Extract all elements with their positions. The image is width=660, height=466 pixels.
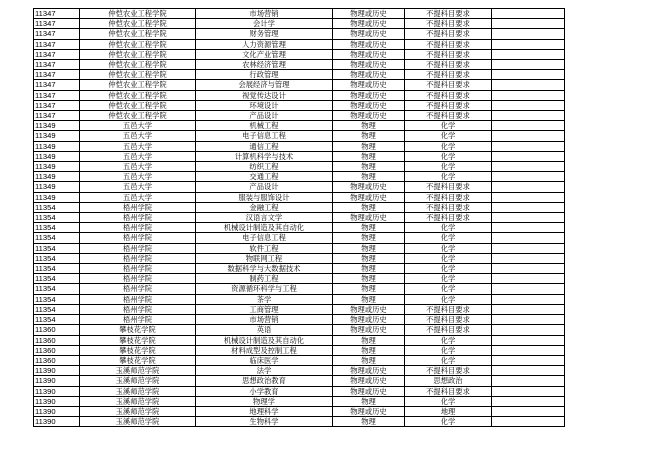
major-name-cell: 人力资源管理 xyxy=(196,39,333,49)
school-code-cell: 11390 xyxy=(34,396,80,406)
school-code-cell: 11349 xyxy=(34,182,80,192)
second-subject-cell: 化学 xyxy=(405,121,492,131)
first-subject-cell: 物理或历史 xyxy=(333,49,405,59)
school-code-cell: 11347 xyxy=(34,80,80,90)
school-code-cell: 11354 xyxy=(34,253,80,263)
table-row xyxy=(34,162,565,172)
first-subject-cell: 物理 xyxy=(333,253,405,263)
table-row xyxy=(34,315,565,325)
school-name-cell: 仲恺农业工程学院 xyxy=(80,70,196,80)
major-name-cell: 英语 xyxy=(196,325,333,335)
blank-cell xyxy=(492,406,565,416)
table-row xyxy=(34,253,565,263)
table-row xyxy=(34,406,565,416)
major-name-cell: 环境设计 xyxy=(196,100,333,110)
school-name-cell: 梧州学院 xyxy=(80,213,196,223)
blank-cell xyxy=(492,19,565,29)
table-row xyxy=(34,111,565,121)
second-subject-cell: 不提科目要求 xyxy=(405,70,492,80)
school-name-cell: 仲恺农业工程学院 xyxy=(80,100,196,110)
major-name-cell: 市场营销 xyxy=(196,315,333,325)
first-subject-cell: 物理 xyxy=(333,202,405,212)
blank-cell xyxy=(492,192,565,202)
major-name-cell: 小学教育 xyxy=(196,386,333,396)
major-name-cell: 物理学 xyxy=(196,396,333,406)
blank-cell xyxy=(492,355,565,365)
school-name-cell: 梧州学院 xyxy=(80,264,196,274)
blank-cell xyxy=(492,172,565,182)
table-row xyxy=(34,60,565,70)
second-subject-cell: 化学 xyxy=(405,417,492,427)
major-name-cell: 产品设计 xyxy=(196,111,333,121)
second-subject-cell: 不提科目要求 xyxy=(405,304,492,314)
blank-cell xyxy=(492,274,565,284)
school-code-cell: 11360 xyxy=(34,335,80,345)
table-row xyxy=(34,151,565,161)
school-code-cell: 11354 xyxy=(34,304,80,314)
major-name-cell: 电子信息工程 xyxy=(196,131,333,141)
major-name-cell: 资源循环科学与工程 xyxy=(196,284,333,294)
first-subject-cell: 物理 xyxy=(333,264,405,274)
school-name-cell: 仲恺农业工程学院 xyxy=(80,60,196,70)
blank-cell xyxy=(492,182,565,192)
blank-cell xyxy=(492,111,565,121)
first-subject-cell: 物理 xyxy=(333,417,405,427)
school-code-cell: 11354 xyxy=(34,274,80,284)
table-row xyxy=(34,90,565,100)
table-row xyxy=(34,182,565,192)
school-code-cell: 11360 xyxy=(34,355,80,365)
blank-cell xyxy=(492,304,565,314)
school-name-cell: 仲恺农业工程学院 xyxy=(80,80,196,90)
blank-cell xyxy=(492,39,565,49)
second-subject-cell: 不提科目要求 xyxy=(405,39,492,49)
table-row xyxy=(34,192,565,202)
major-name-cell: 农林经济管理 xyxy=(196,60,333,70)
school-code-cell: 11360 xyxy=(34,345,80,355)
school-name-cell: 玉溪师范学院 xyxy=(80,406,196,416)
major-name-cell: 机械工程 xyxy=(196,121,333,131)
blank-cell xyxy=(492,90,565,100)
table-row xyxy=(34,355,565,365)
first-subject-cell: 物理 xyxy=(333,162,405,172)
first-subject-cell: 物理或历史 xyxy=(333,213,405,223)
school-name-cell: 仲恺农业工程学院 xyxy=(80,39,196,49)
table-row xyxy=(34,335,565,345)
second-subject-cell: 化学 xyxy=(405,294,492,304)
school-name-cell: 攀枝花学院 xyxy=(80,355,196,365)
blank-cell xyxy=(492,345,565,355)
table-row xyxy=(34,243,565,253)
blank-cell xyxy=(492,315,565,325)
first-subject-cell: 物理或历史 xyxy=(333,19,405,29)
blank-cell xyxy=(492,49,565,59)
subject-requirements-table xyxy=(33,8,565,427)
second-subject-cell: 化学 xyxy=(405,172,492,182)
second-subject-cell: 不提科目要求 xyxy=(405,60,492,70)
blank-cell xyxy=(492,366,565,376)
school-name-cell: 仲恺农业工程学院 xyxy=(80,19,196,29)
table-row xyxy=(34,100,565,110)
school-code-cell: 11354 xyxy=(34,243,80,253)
table-body xyxy=(34,9,565,427)
table-row xyxy=(34,345,565,355)
first-subject-cell: 物理 xyxy=(333,141,405,151)
major-name-cell: 茶学 xyxy=(196,294,333,304)
table-row xyxy=(34,386,565,396)
school-code-cell: 11360 xyxy=(34,325,80,335)
table-row xyxy=(34,80,565,90)
second-subject-cell: 化学 xyxy=(405,243,492,253)
school-code-cell: 11347 xyxy=(34,19,80,29)
table-row xyxy=(34,264,565,274)
table-row xyxy=(34,131,565,141)
school-code-cell: 11347 xyxy=(34,39,80,49)
table-row xyxy=(34,223,565,233)
table-row xyxy=(34,304,565,314)
blank-cell xyxy=(492,376,565,386)
table-row xyxy=(34,284,565,294)
first-subject-cell: 物理或历史 xyxy=(333,80,405,90)
major-name-cell: 金融工程 xyxy=(196,202,333,212)
table-row xyxy=(34,172,565,182)
table-row xyxy=(34,202,565,212)
blank-cell xyxy=(492,141,565,151)
school-name-cell: 梧州学院 xyxy=(80,274,196,284)
second-subject-cell: 不提科目要求 xyxy=(405,325,492,335)
table-row xyxy=(34,376,565,386)
school-name-cell: 梧州学院 xyxy=(80,294,196,304)
table-row xyxy=(34,121,565,131)
first-subject-cell: 物理或历史 xyxy=(333,90,405,100)
school-code-cell: 11354 xyxy=(34,213,80,223)
major-name-cell: 视觉传达设计 xyxy=(196,90,333,100)
second-subject-cell: 化学 xyxy=(405,274,492,284)
second-subject-cell: 化学 xyxy=(405,223,492,233)
blank-cell xyxy=(492,80,565,90)
first-subject-cell: 物理或历史 xyxy=(333,192,405,202)
school-name-cell: 五邑大学 xyxy=(80,141,196,151)
blank-cell xyxy=(492,294,565,304)
blank-cell xyxy=(492,417,565,427)
school-name-cell: 梧州学院 xyxy=(80,202,196,212)
major-name-cell: 通信工程 xyxy=(196,141,333,151)
school-code-cell: 11349 xyxy=(34,121,80,131)
blank-cell xyxy=(492,233,565,243)
first-subject-cell: 物理或历史 xyxy=(333,39,405,49)
school-code-cell: 11349 xyxy=(34,162,80,172)
table-row xyxy=(34,274,565,284)
second-subject-cell: 化学 xyxy=(405,396,492,406)
second-subject-cell: 化学 xyxy=(405,141,492,151)
school-code-cell: 11347 xyxy=(34,60,80,70)
first-subject-cell: 物理 xyxy=(333,233,405,243)
school-code-cell: 11347 xyxy=(34,9,80,19)
second-subject-cell: 不提科目要求 xyxy=(405,29,492,39)
school-name-cell: 攀枝花学院 xyxy=(80,335,196,345)
first-subject-cell: 物理 xyxy=(333,151,405,161)
major-name-cell: 纺织工程 xyxy=(196,162,333,172)
school-name-cell: 五邑大学 xyxy=(80,162,196,172)
first-subject-cell: 物理或历史 xyxy=(333,406,405,416)
table-row xyxy=(34,70,565,80)
second-subject-cell: 化学 xyxy=(405,284,492,294)
blank-cell xyxy=(492,284,565,294)
major-name-cell: 计算机科学与技术 xyxy=(196,151,333,161)
first-subject-cell: 物理 xyxy=(333,131,405,141)
school-name-cell: 梧州学院 xyxy=(80,223,196,233)
first-subject-cell: 物理或历史 xyxy=(333,366,405,376)
first-subject-cell: 物理 xyxy=(333,284,405,294)
blank-cell xyxy=(492,162,565,172)
major-name-cell: 地理科学 xyxy=(196,406,333,416)
first-subject-cell: 物理或历史 xyxy=(333,376,405,386)
school-name-cell: 五邑大学 xyxy=(80,151,196,161)
school-code-cell: 11347 xyxy=(34,49,80,59)
table-row xyxy=(34,233,565,243)
first-subject-cell: 物理或历史 xyxy=(333,325,405,335)
school-name-cell: 玉溪师范学院 xyxy=(80,366,196,376)
first-subject-cell: 物理 xyxy=(333,345,405,355)
school-name-cell: 攀枝花学院 xyxy=(80,325,196,335)
school-code-cell: 11390 xyxy=(34,376,80,386)
second-subject-cell: 不提科目要求 xyxy=(405,213,492,223)
first-subject-cell: 物理 xyxy=(333,243,405,253)
school-code-cell: 11349 xyxy=(34,192,80,202)
major-name-cell: 会展经济与管理 xyxy=(196,80,333,90)
major-name-cell: 临床医学 xyxy=(196,355,333,365)
second-subject-cell: 化学 xyxy=(405,131,492,141)
school-code-cell: 11354 xyxy=(34,233,80,243)
second-subject-cell: 化学 xyxy=(405,264,492,274)
school-code-cell: 11349 xyxy=(34,172,80,182)
table-row xyxy=(34,366,565,376)
second-subject-cell: 化学 xyxy=(405,335,492,345)
first-subject-cell: 物理 xyxy=(333,121,405,131)
major-name-cell: 物联网工程 xyxy=(196,253,333,263)
school-code-cell: 11354 xyxy=(34,223,80,233)
major-name-cell: 法学 xyxy=(196,366,333,376)
first-subject-cell: 物理 xyxy=(333,294,405,304)
second-subject-cell: 不提科目要求 xyxy=(405,202,492,212)
blank-cell xyxy=(492,325,565,335)
first-subject-cell: 物理或历史 xyxy=(333,29,405,39)
school-code-cell: 11354 xyxy=(34,202,80,212)
first-subject-cell: 物理 xyxy=(333,396,405,406)
blank-cell xyxy=(492,213,565,223)
school-name-cell: 玉溪师范学院 xyxy=(80,386,196,396)
second-subject-cell: 思想政治 xyxy=(405,376,492,386)
major-name-cell: 交通工程 xyxy=(196,172,333,182)
major-name-cell: 电子信息工程 xyxy=(196,233,333,243)
table-row xyxy=(34,9,565,19)
major-name-cell: 机械设计制造及其自动化 xyxy=(196,335,333,345)
first-subject-cell: 物理或历史 xyxy=(333,70,405,80)
blank-cell xyxy=(492,100,565,110)
first-subject-cell: 物理或历史 xyxy=(333,60,405,70)
school-name-cell: 五邑大学 xyxy=(80,192,196,202)
school-code-cell: 11349 xyxy=(34,151,80,161)
school-code-cell: 11347 xyxy=(34,70,80,80)
second-subject-cell: 化学 xyxy=(405,151,492,161)
school-code-cell: 11354 xyxy=(34,315,80,325)
second-subject-cell: 不提科目要求 xyxy=(405,366,492,376)
first-subject-cell: 物理或历史 xyxy=(333,100,405,110)
first-subject-cell: 物理或历史 xyxy=(333,304,405,314)
second-subject-cell: 不提科目要求 xyxy=(405,182,492,192)
second-subject-cell: 不提科目要求 xyxy=(405,80,492,90)
school-code-cell: 11390 xyxy=(34,386,80,396)
second-subject-cell: 不提科目要求 xyxy=(405,192,492,202)
blank-cell xyxy=(492,29,565,39)
school-name-cell: 五邑大学 xyxy=(80,131,196,141)
first-subject-cell: 物理或历史 xyxy=(333,182,405,192)
major-name-cell: 汉语言文学 xyxy=(196,213,333,223)
blank-cell xyxy=(492,131,565,141)
school-code-cell: 11354 xyxy=(34,294,80,304)
school-name-cell: 梧州学院 xyxy=(80,284,196,294)
second-subject-cell: 不提科目要求 xyxy=(405,49,492,59)
second-subject-cell: 地理 xyxy=(405,406,492,416)
school-name-cell: 五邑大学 xyxy=(80,182,196,192)
blank-cell xyxy=(492,121,565,131)
major-name-cell: 行政管理 xyxy=(196,70,333,80)
school-name-cell: 玉溪师范学院 xyxy=(80,396,196,406)
second-subject-cell: 不提科目要求 xyxy=(405,315,492,325)
school-code-cell: 11354 xyxy=(34,284,80,294)
major-name-cell: 市场营销 xyxy=(196,9,333,19)
second-subject-cell: 不提科目要求 xyxy=(405,19,492,29)
table-row xyxy=(34,396,565,406)
first-subject-cell: 物理 xyxy=(333,223,405,233)
major-name-cell: 工商管理 xyxy=(196,304,333,314)
blank-cell xyxy=(492,9,565,19)
school-name-cell: 玉溪师范学院 xyxy=(80,417,196,427)
school-name-cell: 五邑大学 xyxy=(80,172,196,182)
school-code-cell: 11349 xyxy=(34,141,80,151)
school-name-cell: 梧州学院 xyxy=(80,243,196,253)
table-row xyxy=(34,294,565,304)
blank-cell xyxy=(492,70,565,80)
school-name-cell: 梧州学院 xyxy=(80,253,196,263)
first-subject-cell: 物理或历史 xyxy=(333,111,405,121)
first-subject-cell: 物理 xyxy=(333,274,405,284)
table-row xyxy=(34,325,565,335)
second-subject-cell: 化学 xyxy=(405,355,492,365)
major-name-cell: 生物科学 xyxy=(196,417,333,427)
school-code-cell: 11349 xyxy=(34,131,80,141)
school-name-cell: 攀枝花学院 xyxy=(80,345,196,355)
school-name-cell: 梧州学院 xyxy=(80,304,196,314)
first-subject-cell: 物理 xyxy=(333,355,405,365)
second-subject-cell: 不提科目要求 xyxy=(405,100,492,110)
blank-cell xyxy=(492,202,565,212)
blank-cell xyxy=(492,243,565,253)
blank-cell xyxy=(492,253,565,263)
second-subject-cell: 不提科目要求 xyxy=(405,386,492,396)
school-code-cell: 11347 xyxy=(34,100,80,110)
major-name-cell: 制药工程 xyxy=(196,274,333,284)
school-name-cell: 梧州学院 xyxy=(80,233,196,243)
major-name-cell: 思想政治教育 xyxy=(196,376,333,386)
major-name-cell: 机械设计制造及其自动化 xyxy=(196,223,333,233)
table-row xyxy=(34,29,565,39)
blank-cell xyxy=(492,60,565,70)
school-code-cell: 11354 xyxy=(34,264,80,274)
school-name-cell: 仲恺农业工程学院 xyxy=(80,90,196,100)
blank-cell xyxy=(492,151,565,161)
school-code-cell: 11347 xyxy=(34,90,80,100)
school-name-cell: 仲恺农业工程学院 xyxy=(80,49,196,59)
school-name-cell: 仲恺农业工程学院 xyxy=(80,29,196,39)
second-subject-cell: 化学 xyxy=(405,162,492,172)
second-subject-cell: 不提科目要求 xyxy=(405,111,492,121)
school-name-cell: 五邑大学 xyxy=(80,121,196,131)
school-name-cell: 梧州学院 xyxy=(80,315,196,325)
school-code-cell: 11347 xyxy=(34,29,80,39)
table-row xyxy=(34,417,565,427)
school-code-cell: 11390 xyxy=(34,406,80,416)
second-subject-cell: 化学 xyxy=(405,253,492,263)
major-name-cell: 文化产业管理 xyxy=(196,49,333,59)
first-subject-cell: 物理或历史 xyxy=(333,9,405,19)
first-subject-cell: 物理 xyxy=(333,335,405,345)
second-subject-cell: 不提科目要求 xyxy=(405,90,492,100)
school-name-cell: 仲恺农业工程学院 xyxy=(80,9,196,19)
school-code-cell: 11390 xyxy=(34,366,80,376)
major-name-cell: 材料成型及控制工程 xyxy=(196,345,333,355)
blank-cell xyxy=(492,335,565,345)
major-name-cell: 财务管理 xyxy=(196,29,333,39)
school-code-cell: 11347 xyxy=(34,111,80,121)
school-name-cell: 仲恺农业工程学院 xyxy=(80,111,196,121)
table-row xyxy=(34,49,565,59)
table-row xyxy=(34,39,565,49)
blank-cell xyxy=(492,223,565,233)
table-row xyxy=(34,213,565,223)
blank-cell xyxy=(492,386,565,396)
major-name-cell: 产品设计 xyxy=(196,182,333,192)
school-name-cell: 玉溪师范学院 xyxy=(80,376,196,386)
first-subject-cell: 物理或历史 xyxy=(333,386,405,396)
major-name-cell: 会计学 xyxy=(196,19,333,29)
major-name-cell: 软件工程 xyxy=(196,243,333,253)
major-name-cell: 服装与服饰设计 xyxy=(196,192,333,202)
major-name-cell: 数据科学与大数据技术 xyxy=(196,264,333,274)
second-subject-cell: 不提科目要求 xyxy=(405,9,492,19)
table-row xyxy=(34,141,565,151)
first-subject-cell: 物理 xyxy=(333,172,405,182)
school-code-cell: 11390 xyxy=(34,417,80,427)
second-subject-cell: 化学 xyxy=(405,233,492,243)
second-subject-cell: 化学 xyxy=(405,345,492,355)
first-subject-cell: 物理或历史 xyxy=(333,315,405,325)
blank-cell xyxy=(492,396,565,406)
table-row xyxy=(34,19,565,29)
blank-cell xyxy=(492,264,565,274)
